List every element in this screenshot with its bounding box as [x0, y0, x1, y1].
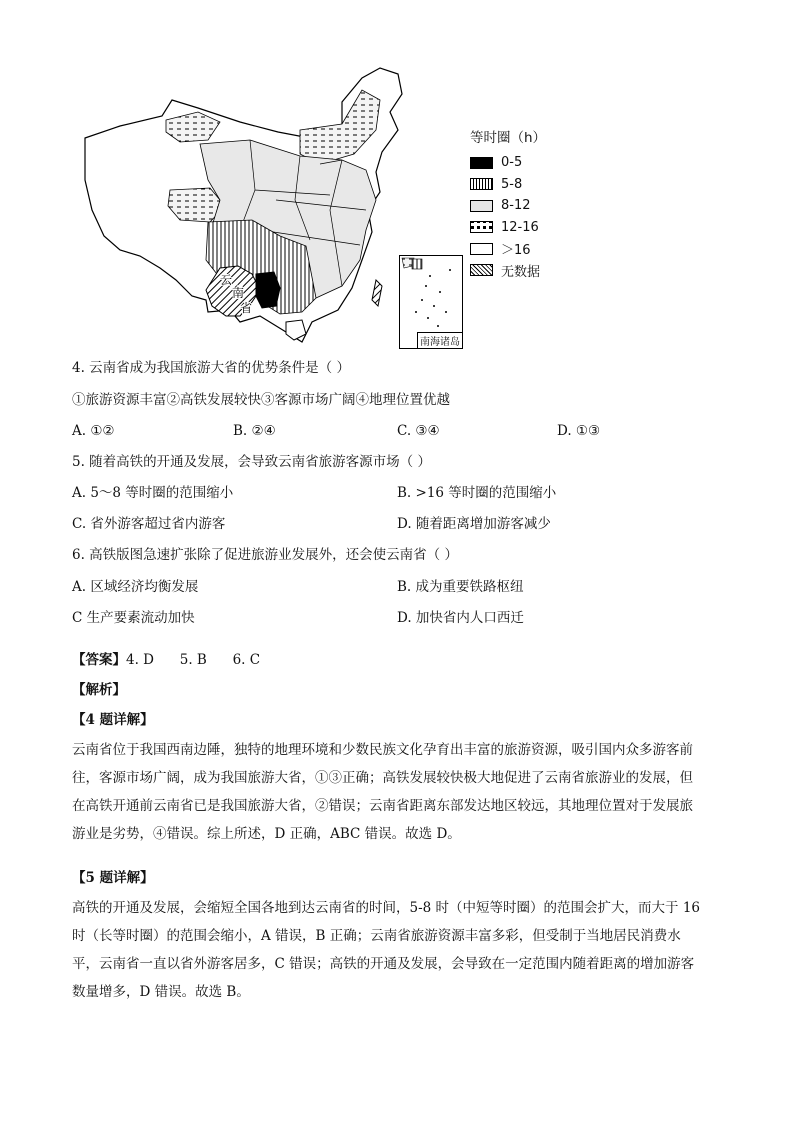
detail5-body — [72, 896, 724, 1004]
answer-label: 【答案】 — [72, 652, 126, 668]
q4-option-c: C. ③④ — [397, 423, 440, 439]
q4-option-b: B. ②④ — [233, 423, 276, 439]
legend-item-no-data: 无数据 — [470, 260, 546, 282]
q4-option-d: D. ①③ — [557, 423, 601, 439]
answer-line — [72, 650, 260, 670]
detail5-line: 数量增多，D 错误。故选 B。 — [72, 984, 250, 1000]
q6-option-b: B. 成为重要铁路枢纽 — [397, 579, 524, 595]
detail4-line: 在高铁开通前云南省已是我国旅游大省，②错误；云南省距离东部发达地区较远，其地理位置对于发展旅 — [72, 798, 693, 814]
q6-stem: 6. 高铁版图急速扩张除了促进旅游业发展外，还会使云南省（ ） — [72, 547, 458, 563]
q5-option-b: B. >16 等时圈的范围缩小 — [397, 485, 557, 501]
swatch-diagonal-hatch — [470, 264, 493, 276]
legend-item-12-16: 12-16 — [470, 217, 546, 239]
q4-option-a: A. ①② — [72, 423, 115, 439]
legend-title: 等时圈（h） — [470, 130, 547, 146]
swatch-vertical-stripes — [470, 178, 493, 190]
detail4-body — [72, 738, 724, 846]
province-label-yun: 云 — [220, 273, 233, 287]
detail5-line: 时（长等时圈）的范围会缩小，A 错误，B 正确；云南省旅游资源丰富多彩，但受制于当地居民消费水 — [72, 928, 681, 944]
q6-option-c: C 生产要素流动加快 — [72, 610, 195, 626]
swatch-grey-fill — [470, 200, 493, 212]
detail5-line: 高铁的开通及发展，会缩短全国各地到达云南省的时间，5-8 时（中短等时圈）的范围会扩大，而大于 16 — [72, 900, 700, 916]
legend-item-over-16: ＞16 — [470, 238, 546, 260]
province-label-nan: 南 — [232, 286, 245, 300]
q5-stem: 5. 随着高铁的开通及发展，会导致云南省旅游客源市场（ ） — [72, 454, 431, 470]
detail4-line: 云南省位于我国西南边陲，独特的地理环境和少数民族文化孕育出丰富的旅游资源，吸引国内众多游客前 — [72, 742, 693, 758]
detail4-heading: 【4 题详解】 — [72, 712, 154, 728]
q4-items: ①旅游资源丰富②高铁发展较快③客源市场广阔④地理位置优越 — [72, 392, 450, 408]
analysis-label: 【解析】 — [72, 682, 126, 698]
answer-values: 4. D 5. B 6. C — [126, 652, 261, 668]
q4-stem: 4. 云南省成为我国旅游大省的优势条件是（ ） — [72, 360, 350, 376]
province-label-sheng: 省 — [240, 301, 253, 315]
inset-islands — [400, 256, 462, 334]
inset-label: 南海诸岛 — [417, 332, 462, 348]
taiwan-island — [372, 280, 382, 306]
swatch-dashed-pattern — [470, 221, 493, 233]
detail5-heading: 【5 题详解】 — [72, 870, 154, 886]
map-legend — [470, 126, 546, 281]
q5-option-c: C. 省外游客超过省内游客 — [72, 516, 226, 532]
q6-option-a: A. 区域经济均衡发展 — [72, 579, 199, 595]
legend-item-8-12: 8-12 — [470, 195, 546, 217]
detail4-line: 游业是劣势，④错误。综上所述，D 正确，ABC 错误。故选 D。 — [72, 826, 461, 842]
zone-0-5 — [256, 272, 280, 308]
south-sea-inset — [399, 255, 463, 349]
legend-item-5-8: 5-8 — [470, 174, 546, 196]
q5-option-a: A. 5～8 等时圈的范围缩小 — [72, 485, 234, 501]
legend-item-0-5: 0-5 — [470, 152, 546, 174]
swatch-black-fill — [470, 157, 493, 169]
q5-option-d: D. 随着距离增加游客减少 — [397, 516, 551, 532]
q6-option-d: D. 加快省内人口西迁 — [397, 610, 524, 626]
swatch-white-fill — [470, 243, 493, 255]
detail4-line: 往，客源市场广阔，成为我国旅游大省，①③正确；高铁发展较快极大地促进了云南省旅游业的发展，但 — [72, 770, 693, 786]
detail5-line: 平，云南省一直以省外游客居多，C 错误；高铁的开通及发展，会导致在一定范围内随着距离的增加游客 — [72, 956, 695, 972]
